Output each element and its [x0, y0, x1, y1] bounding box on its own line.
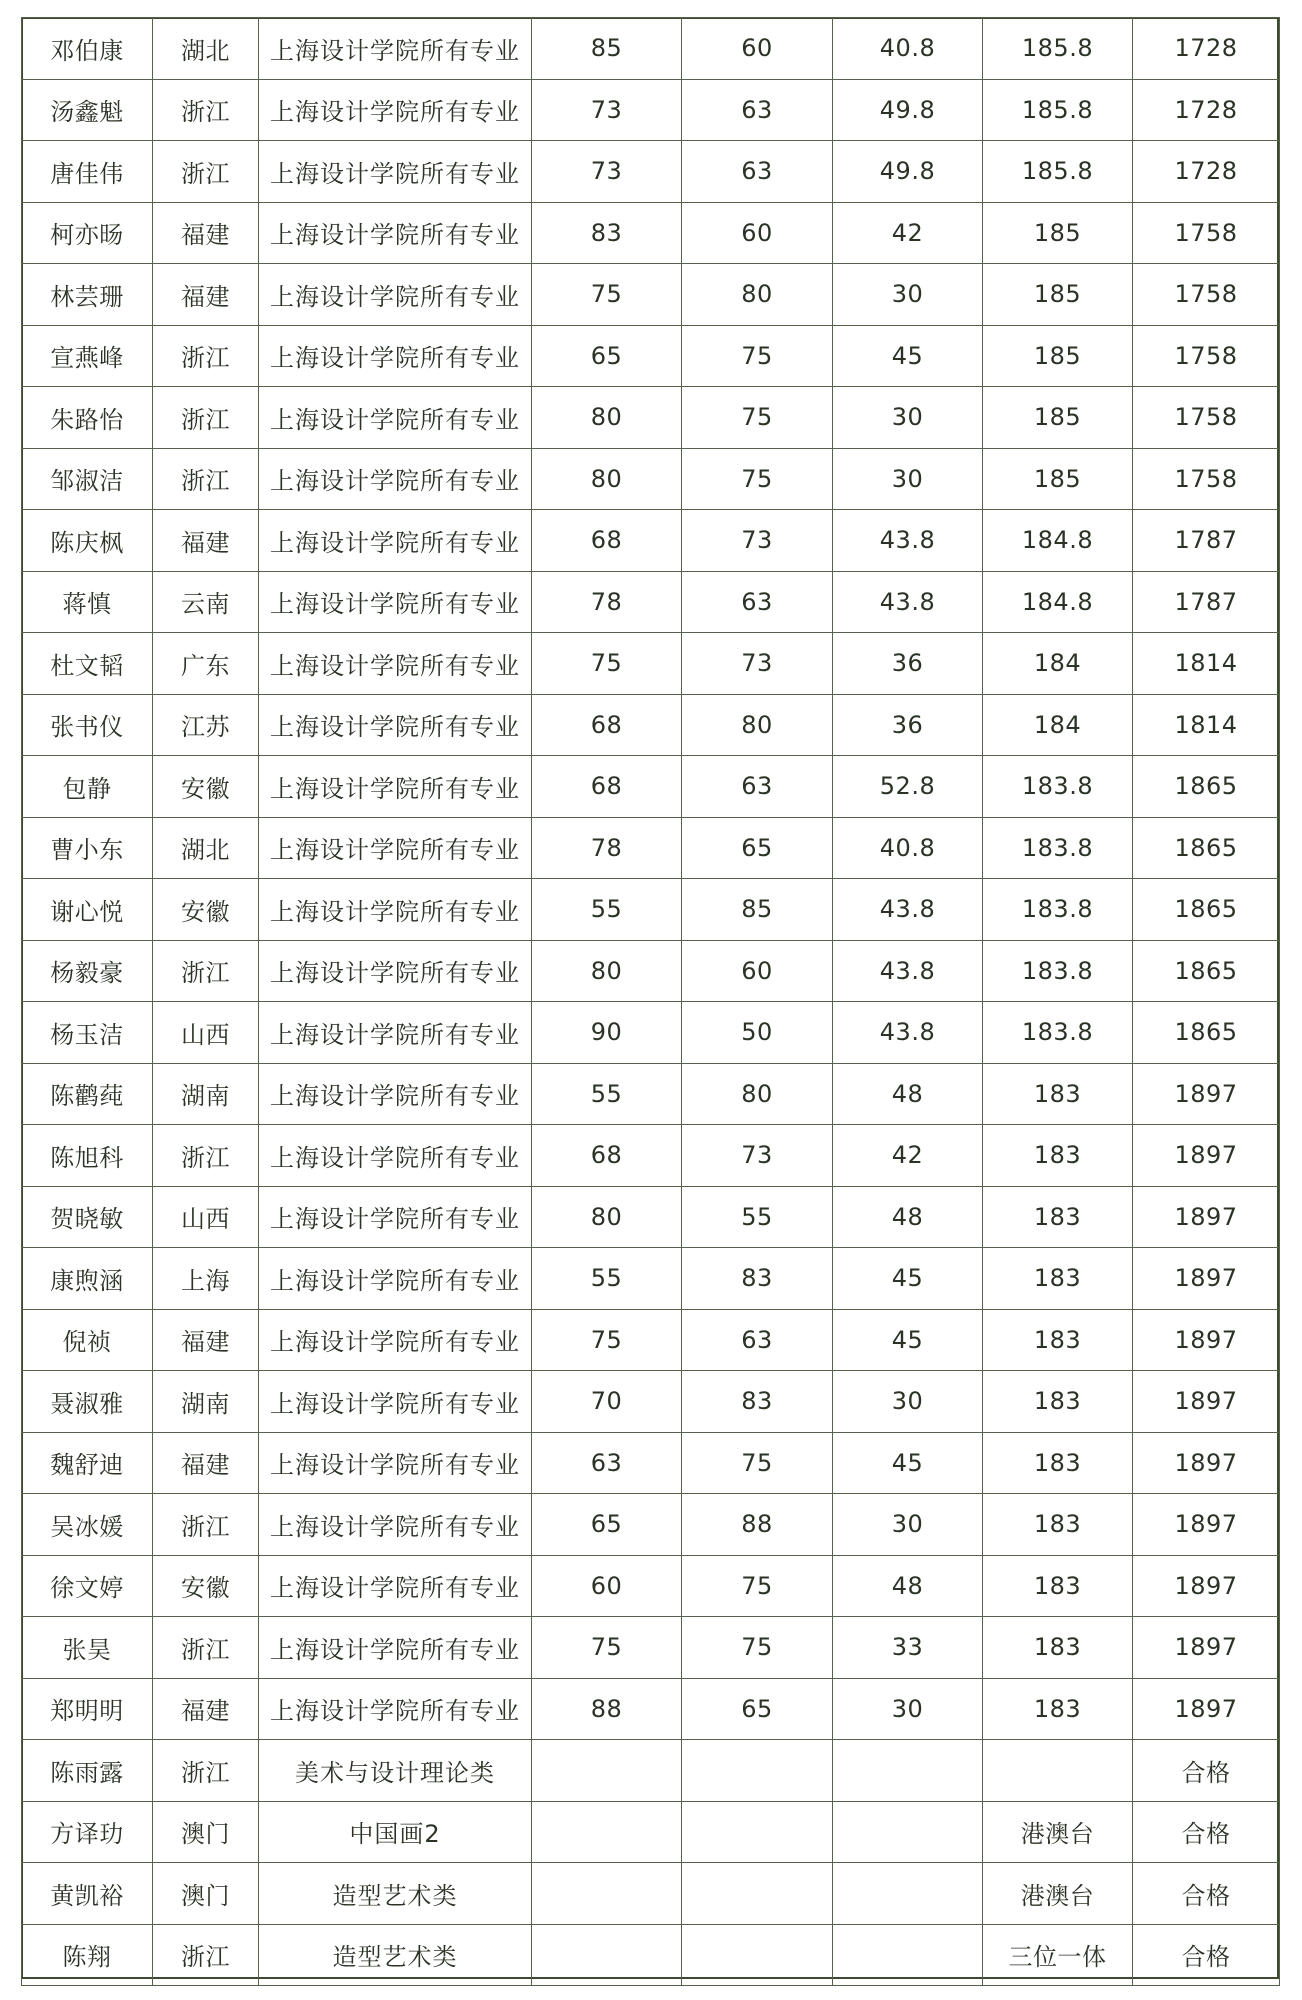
cell-rank: 1814 — [1133, 694, 1280, 756]
cell-total: 185 — [983, 202, 1133, 264]
cell-score-3: 43.8 — [833, 571, 983, 633]
cell-rank: 合格 — [1133, 1740, 1280, 1802]
table-row — [22, 264, 1280, 326]
cell-total: 183.8 — [983, 756, 1133, 818]
cell-score-3 — [833, 1740, 983, 1802]
cell-rank: 1897 — [1133, 1494, 1280, 1556]
cell-score-3: 30 — [833, 448, 983, 510]
cell-name: 杜文韬 — [22, 633, 153, 695]
cell-province: 山西 — [153, 1002, 259, 1064]
cell-major: 上海设计学院所有专业 — [259, 1678, 532, 1740]
cell-rank: 1728 — [1133, 79, 1280, 141]
cell-score-2: 65 — [682, 1678, 833, 1740]
cell-total: 184 — [983, 694, 1133, 756]
cell-name: 康煦涵 — [22, 1248, 153, 1310]
cell-score-1: 65 — [532, 1494, 682, 1556]
cell-score-1 — [532, 1924, 682, 1986]
cell-score-2: 85 — [682, 879, 833, 941]
admission-results-table — [21, 17, 1280, 1986]
cell-score-3 — [833, 1801, 983, 1863]
cell-major: 造型艺术类 — [259, 1863, 532, 1925]
table-row — [22, 694, 1280, 756]
cell-rank: 合格 — [1133, 1801, 1280, 1863]
table-row — [22, 1309, 1280, 1371]
cell-score-1: 68 — [532, 756, 682, 818]
cell-score-3: 40.8 — [833, 817, 983, 879]
cell-score-2: 60 — [682, 18, 833, 80]
cell-rank: 1728 — [1133, 141, 1280, 203]
cell-rank: 1897 — [1133, 1309, 1280, 1371]
cell-rank: 1897 — [1133, 1617, 1280, 1679]
cell-score-1: 75 — [532, 264, 682, 326]
cell-score-2: 88 — [682, 1494, 833, 1556]
cell-score-3: 36 — [833, 633, 983, 695]
cell-province: 上海 — [153, 1248, 259, 1310]
cell-province: 福建 — [153, 1432, 259, 1494]
cell-score-1: 55 — [532, 1248, 682, 1310]
cell-major: 上海设计学院所有专业 — [259, 510, 532, 572]
cell-name: 陈庆枫 — [22, 510, 153, 572]
cell-name: 林芸珊 — [22, 264, 153, 326]
cell-score-3: 45 — [833, 325, 983, 387]
cell-name: 唐佳伟 — [22, 141, 153, 203]
cell-score-2: 60 — [682, 940, 833, 1002]
cell-score-3: 43.8 — [833, 510, 983, 572]
cell-name: 包静 — [22, 756, 153, 818]
cell-total: 185.8 — [983, 79, 1133, 141]
cell-name: 倪祯 — [22, 1309, 153, 1371]
cell-score-3: 30 — [833, 1494, 983, 1556]
cell-major: 上海设计学院所有专业 — [259, 694, 532, 756]
table-row — [22, 571, 1280, 633]
cell-score-3: 48 — [833, 1063, 983, 1125]
cell-score-2: 83 — [682, 1371, 833, 1433]
table-row — [22, 1801, 1280, 1863]
cell-score-2: 75 — [682, 325, 833, 387]
table-body — [22, 18, 1280, 1986]
cell-total: 183.8 — [983, 817, 1133, 879]
cell-rank: 1758 — [1133, 202, 1280, 264]
cell-name: 方译玏 — [22, 1801, 153, 1863]
cell-major: 上海设计学院所有专业 — [259, 1063, 532, 1125]
cell-province: 浙江 — [153, 79, 259, 141]
table-row — [22, 202, 1280, 264]
cell-name: 谢心悦 — [22, 879, 153, 941]
cell-name: 陈旭科 — [22, 1125, 153, 1187]
cell-province: 湖南 — [153, 1371, 259, 1433]
cell-province: 浙江 — [153, 1494, 259, 1556]
cell-province: 江苏 — [153, 694, 259, 756]
cell-major: 上海设计学院所有专业 — [259, 1125, 532, 1187]
cell-score-2 — [682, 1863, 833, 1925]
table-row — [22, 1555, 1280, 1617]
cell-major: 上海设计学院所有专业 — [259, 1494, 532, 1556]
cell-rank: 1758 — [1133, 264, 1280, 326]
cell-score-3 — [833, 1924, 983, 1986]
cell-major: 上海设计学院所有专业 — [259, 940, 532, 1002]
cell-major: 上海设计学院所有专业 — [259, 817, 532, 879]
cell-score-1 — [532, 1863, 682, 1925]
cell-rank: 1865 — [1133, 940, 1280, 1002]
table-row — [22, 1125, 1280, 1187]
cell-score-1: 75 — [532, 1617, 682, 1679]
cell-score-2 — [682, 1924, 833, 1986]
table-row — [22, 879, 1280, 941]
cell-total: 185 — [983, 448, 1133, 510]
cell-score-1: 80 — [532, 1186, 682, 1248]
cell-score-3: 43.8 — [833, 940, 983, 1002]
cell-rank: 1728 — [1133, 18, 1280, 80]
table-row — [22, 510, 1280, 572]
cell-score-3: 49.8 — [833, 141, 983, 203]
cell-major: 上海设计学院所有专业 — [259, 879, 532, 941]
cell-score-2 — [682, 1740, 833, 1802]
table-row — [22, 1678, 1280, 1740]
cell-name: 陈鹳莼 — [22, 1063, 153, 1125]
cell-name: 曹小东 — [22, 817, 153, 879]
cell-score-1: 83 — [532, 202, 682, 264]
table-row — [22, 633, 1280, 695]
cell-score-3: 36 — [833, 694, 983, 756]
cell-total: 港澳台 — [983, 1863, 1133, 1925]
cell-rank: 1897 — [1133, 1125, 1280, 1187]
cell-major: 上海设计学院所有专业 — [259, 448, 532, 510]
cell-score-1: 90 — [532, 1002, 682, 1064]
cell-province: 浙江 — [153, 1924, 259, 1986]
cell-score-3: 43.8 — [833, 879, 983, 941]
cell-rank: 1865 — [1133, 879, 1280, 941]
table-row — [22, 756, 1280, 818]
table-row — [22, 1740, 1280, 1802]
cell-score-2: 80 — [682, 264, 833, 326]
cell-score-2: 75 — [682, 387, 833, 449]
cell-total: 184 — [983, 633, 1133, 695]
cell-score-2: 55 — [682, 1186, 833, 1248]
cell-major: 上海设计学院所有专业 — [259, 18, 532, 80]
cell-total: 183 — [983, 1063, 1133, 1125]
cell-score-2: 65 — [682, 817, 833, 879]
cell-total: 183 — [983, 1678, 1133, 1740]
cell-name: 郑明明 — [22, 1678, 153, 1740]
cell-score-1 — [532, 1801, 682, 1863]
table-row — [22, 1371, 1280, 1433]
cell-name: 张书仪 — [22, 694, 153, 756]
cell-total: 185.8 — [983, 141, 1133, 203]
cell-total: 185.8 — [983, 18, 1133, 80]
cell-major: 上海设计学院所有专业 — [259, 141, 532, 203]
table-row — [22, 18, 1280, 80]
cell-major: 美术与设计理论类 — [259, 1740, 532, 1802]
cell-rank: 1897 — [1133, 1555, 1280, 1617]
cell-name: 贺晓敏 — [22, 1186, 153, 1248]
cell-rank: 1897 — [1133, 1063, 1280, 1125]
cell-rank: 1897 — [1133, 1248, 1280, 1310]
cell-rank: 合格 — [1133, 1863, 1280, 1925]
cell-major: 上海设计学院所有专业 — [259, 1617, 532, 1679]
cell-rank: 1758 — [1133, 325, 1280, 387]
table-row — [22, 79, 1280, 141]
table-row — [22, 1494, 1280, 1556]
cell-score-2: 73 — [682, 510, 833, 572]
cell-province: 澳门 — [153, 1801, 259, 1863]
cell-province: 福建 — [153, 1678, 259, 1740]
cell-name: 邓伯康 — [22, 18, 153, 80]
cell-rank: 1897 — [1133, 1186, 1280, 1248]
cell-major: 上海设计学院所有专业 — [259, 756, 532, 818]
cell-major: 上海设计学院所有专业 — [259, 1432, 532, 1494]
table-row — [22, 1248, 1280, 1310]
cell-name: 柯亦旸 — [22, 202, 153, 264]
cell-name: 魏舒迪 — [22, 1432, 153, 1494]
cell-rank: 1787 — [1133, 510, 1280, 572]
cell-name: 汤鑫魁 — [22, 79, 153, 141]
cell-major: 上海设计学院所有专业 — [259, 1371, 532, 1433]
cell-score-1: 78 — [532, 817, 682, 879]
cell-score-2: 60 — [682, 202, 833, 264]
cell-name: 吴冰媛 — [22, 1494, 153, 1556]
cell-score-3: 33 — [833, 1617, 983, 1679]
cell-major: 上海设计学院所有专业 — [259, 1186, 532, 1248]
table-row — [22, 448, 1280, 510]
table-row — [22, 141, 1280, 203]
cell-total: 三位一体 — [983, 1924, 1133, 1986]
cell-major: 上海设计学院所有专业 — [259, 202, 532, 264]
cell-province: 浙江 — [153, 1740, 259, 1802]
cell-province: 浙江 — [153, 940, 259, 1002]
cell-name: 陈雨露 — [22, 1740, 153, 1802]
cell-score-3: 45 — [833, 1432, 983, 1494]
cell-score-1: 78 — [532, 571, 682, 633]
cell-score-2: 75 — [682, 1555, 833, 1617]
cell-score-3: 45 — [833, 1309, 983, 1371]
cell-score-3: 49.8 — [833, 79, 983, 141]
cell-total: 183 — [983, 1432, 1133, 1494]
cell-major: 上海设计学院所有专业 — [259, 264, 532, 326]
cell-score-1: 73 — [532, 79, 682, 141]
cell-province: 浙江 — [153, 141, 259, 203]
cell-rank: 1897 — [1133, 1371, 1280, 1433]
cell-total: 183.8 — [983, 940, 1133, 1002]
table-row — [22, 1863, 1280, 1925]
cell-rank: 1897 — [1133, 1432, 1280, 1494]
cell-major: 上海设计学院所有专业 — [259, 79, 532, 141]
cell-total: 183 — [983, 1617, 1133, 1679]
cell-name: 邹淑洁 — [22, 448, 153, 510]
cell-score-3: 48 — [833, 1186, 983, 1248]
cell-score-2: 80 — [682, 694, 833, 756]
cell-score-1: 70 — [532, 1371, 682, 1433]
cell-name: 朱路怡 — [22, 387, 153, 449]
cell-province: 浙江 — [153, 1617, 259, 1679]
cell-score-1 — [532, 1740, 682, 1802]
cell-major: 上海设计学院所有专业 — [259, 1002, 532, 1064]
table-row — [22, 1186, 1280, 1248]
cell-score-2: 75 — [682, 1617, 833, 1679]
cell-score-1: 65 — [532, 325, 682, 387]
cell-province: 湖北 — [153, 817, 259, 879]
cell-province: 广东 — [153, 633, 259, 695]
cell-name: 杨毅豪 — [22, 940, 153, 1002]
cell-major: 上海设计学院所有专业 — [259, 633, 532, 695]
cell-name: 黄凯裕 — [22, 1863, 153, 1925]
cell-score-3: 48 — [833, 1555, 983, 1617]
cell-score-3: 42 — [833, 202, 983, 264]
cell-score-3: 52.8 — [833, 756, 983, 818]
cell-score-1: 68 — [532, 694, 682, 756]
cell-province: 湖南 — [153, 1063, 259, 1125]
cell-total: 183.8 — [983, 879, 1133, 941]
cell-major: 中国画2 — [259, 1801, 532, 1863]
cell-score-1: 80 — [532, 448, 682, 510]
cell-major: 上海设计学院所有专业 — [259, 1248, 532, 1310]
cell-score-2: 63 — [682, 141, 833, 203]
cell-major: 上海设计学院所有专业 — [259, 571, 532, 633]
cell-score-2: 83 — [682, 1248, 833, 1310]
cell-province: 澳门 — [153, 1863, 259, 1925]
cell-total: 183 — [983, 1309, 1133, 1371]
cell-score-3: 42 — [833, 1125, 983, 1187]
cell-total: 184.8 — [983, 571, 1133, 633]
cell-score-1: 88 — [532, 1678, 682, 1740]
cell-province: 湖北 — [153, 18, 259, 80]
cell-score-3: 43.8 — [833, 1002, 983, 1064]
cell-score-2: 80 — [682, 1063, 833, 1125]
cell-name: 聂淑雅 — [22, 1371, 153, 1433]
cell-score-1: 85 — [532, 18, 682, 80]
table-row — [22, 1924, 1280, 1986]
cell-score-1: 60 — [532, 1555, 682, 1617]
cell-score-1: 55 — [532, 879, 682, 941]
cell-score-3: 45 — [833, 1248, 983, 1310]
cell-score-1: 80 — [532, 940, 682, 1002]
cell-rank: 1897 — [1133, 1678, 1280, 1740]
cell-score-3: 40.8 — [833, 18, 983, 80]
cell-province: 浙江 — [153, 325, 259, 387]
cell-rank: 1865 — [1133, 756, 1280, 818]
cell-name: 陈翔 — [22, 1924, 153, 1986]
cell-score-1: 68 — [532, 510, 682, 572]
table-row — [22, 940, 1280, 1002]
cell-name: 徐文婷 — [22, 1555, 153, 1617]
cell-major: 上海设计学院所有专业 — [259, 1555, 532, 1617]
cell-major: 上海设计学院所有专业 — [259, 1309, 532, 1371]
cell-score-2: 73 — [682, 1125, 833, 1187]
table-row — [22, 1617, 1280, 1679]
cell-province: 浙江 — [153, 448, 259, 510]
cell-score-1: 73 — [532, 141, 682, 203]
cell-total: 185 — [983, 387, 1133, 449]
cell-score-2: 63 — [682, 79, 833, 141]
table-row — [22, 1002, 1280, 1064]
cell-rank: 1758 — [1133, 387, 1280, 449]
cell-province: 安徽 — [153, 756, 259, 818]
cell-score-1: 80 — [532, 387, 682, 449]
table-row — [22, 817, 1280, 879]
cell-score-2: 50 — [682, 1002, 833, 1064]
cell-score-2: 75 — [682, 448, 833, 510]
cell-total: 183 — [983, 1248, 1133, 1310]
cell-name: 张昊 — [22, 1617, 153, 1679]
cell-name: 蒋慎 — [22, 571, 153, 633]
cell-total: 185 — [983, 264, 1133, 326]
cell-province: 浙江 — [153, 387, 259, 449]
cell-score-1: 55 — [532, 1063, 682, 1125]
cell-total: 183 — [983, 1125, 1133, 1187]
cell-province: 云南 — [153, 571, 259, 633]
cell-rank: 合格 — [1133, 1924, 1280, 1986]
cell-score-1: 63 — [532, 1432, 682, 1494]
cell-rank: 1865 — [1133, 817, 1280, 879]
cell-score-1: 75 — [532, 1309, 682, 1371]
cell-province: 浙江 — [153, 1125, 259, 1187]
cell-total: 港澳台 — [983, 1801, 1133, 1863]
cell-score-3: 30 — [833, 1678, 983, 1740]
cell-score-2: 63 — [682, 756, 833, 818]
cell-name: 宣燕峰 — [22, 325, 153, 387]
cell-total — [983, 1740, 1133, 1802]
cell-major: 上海设计学院所有专业 — [259, 325, 532, 387]
cell-total: 183.8 — [983, 1002, 1133, 1064]
cell-rank: 1787 — [1133, 571, 1280, 633]
cell-name: 杨玉洁 — [22, 1002, 153, 1064]
table-row — [22, 325, 1280, 387]
cell-score-1: 75 — [532, 633, 682, 695]
cell-score-2: 63 — [682, 571, 833, 633]
cell-major: 造型艺术类 — [259, 1924, 532, 1986]
cell-province: 山西 — [153, 1186, 259, 1248]
cell-total: 183 — [983, 1371, 1133, 1433]
cell-province: 福建 — [153, 264, 259, 326]
cell-total: 183 — [983, 1494, 1133, 1556]
cell-score-2: 73 — [682, 633, 833, 695]
cell-score-3: 30 — [833, 264, 983, 326]
cell-score-2: 75 — [682, 1432, 833, 1494]
cell-province: 福建 — [153, 202, 259, 264]
table-row — [22, 387, 1280, 449]
cell-rank: 1865 — [1133, 1002, 1280, 1064]
cell-total: 184.8 — [983, 510, 1133, 572]
cell-score-2 — [682, 1801, 833, 1863]
table-row — [22, 1063, 1280, 1125]
cell-score-1: 68 — [532, 1125, 682, 1187]
cell-total: 183 — [983, 1555, 1133, 1617]
cell-province: 福建 — [153, 510, 259, 572]
table-row — [22, 1432, 1280, 1494]
cell-score-3: 30 — [833, 387, 983, 449]
cell-score-3 — [833, 1863, 983, 1925]
cell-total: 185 — [983, 325, 1133, 387]
cell-province: 安徽 — [153, 879, 259, 941]
cell-score-3: 30 — [833, 1371, 983, 1433]
cell-province: 福建 — [153, 1309, 259, 1371]
cell-score-2: 63 — [682, 1309, 833, 1371]
cell-total: 183 — [983, 1186, 1133, 1248]
cell-province: 安徽 — [153, 1555, 259, 1617]
cell-rank: 1758 — [1133, 448, 1280, 510]
cell-major: 上海设计学院所有专业 — [259, 387, 532, 449]
cell-rank: 1814 — [1133, 633, 1280, 695]
